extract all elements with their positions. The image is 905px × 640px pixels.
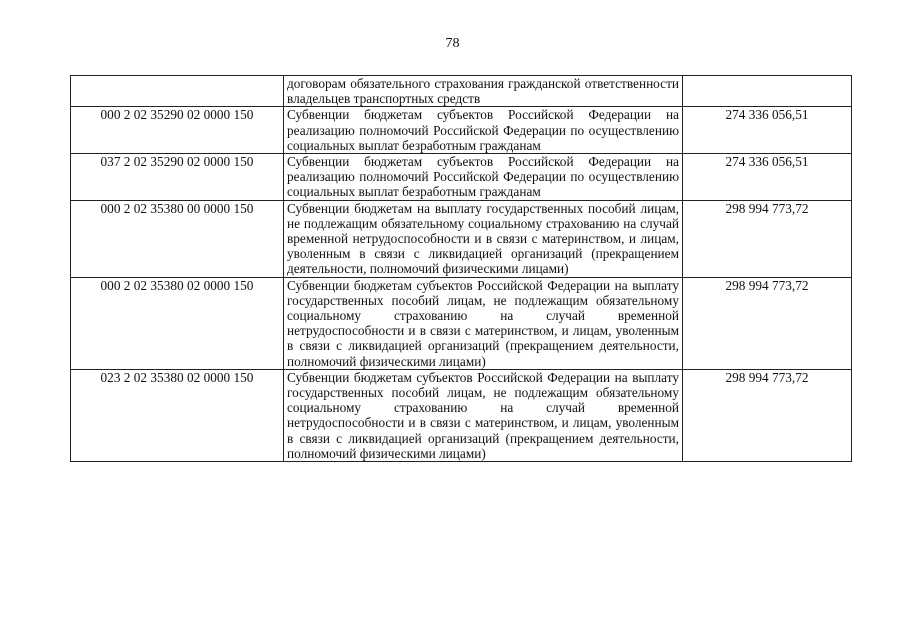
amount-cell: 298 994 773,72 (683, 200, 852, 277)
table-row (71, 200, 852, 277)
description-cell: Субвенции бюджетам субъектов Российской Федерации на выплату государственных пособий лицам, не подлежащим обязательному социальному страхованию на случай временной нетрудоспособности и в связи с материнством, и лицам, уволенным в связи с ликвидацией организаций (прекращением деятельности, полномочий физическими лицами) (284, 277, 683, 369)
description-cell: договорам обязательного страхования гражданской ответственности владельцев транспортных средств (284, 76, 683, 107)
budget-code-cell: 023 2 02 35380 02 0000 150 (71, 369, 284, 461)
table-row (71, 277, 852, 369)
budget-code-cell (71, 76, 284, 107)
amount-cell: 298 994 773,72 (683, 369, 852, 461)
amount-cell: 298 994 773,72 (683, 277, 852, 369)
description-cell: Субвенции бюджетам субъектов Российской Федерации на реализацию полномочий Российской Федерации по осуществлению социальных выплат безработным гражданам (284, 154, 683, 201)
description-cell: Субвенции бюджетам субъектов Российской Федерации на выплату государственных пособий лицам, не подлежащим обязательному социальному страхованию на случай временной нетрудоспособности и в связи с материнством, и лицам, уволенным в связи с ликвидацией организаций (прекращением деятельности, полномочий физическими лицами) (284, 369, 683, 461)
table-row (71, 369, 852, 461)
amount-cell: 274 336 056,51 (683, 154, 852, 201)
amount-cell: 274 336 056,51 (683, 107, 852, 154)
budget-code-cell: 000 2 02 35290 02 0000 150 (71, 107, 284, 154)
table-row (71, 76, 852, 107)
budget-code-cell: 000 2 02 35380 02 0000 150 (71, 277, 284, 369)
description-cell: Субвенции бюджетам на выплату государственных пособий лицам, не подлежащим обязательному социальному страхованию на случай временной нетрудоспособности и в связи с материнством, и лицам, уволенным в связи с ликвидацией организаций (прекращением деятельности, полномочий физическими лицами) (284, 200, 683, 277)
amount-cell (683, 76, 852, 107)
table-row (71, 154, 852, 201)
table-row (71, 107, 852, 154)
budget-code-cell: 000 2 02 35380 00 0000 150 (71, 200, 284, 277)
budget-table (70, 75, 852, 462)
description-cell: Субвенции бюджетам субъектов Российской Федерации на реализацию полномочий Российской Федерации по осуществлению социальных выплат безработным гражданам (284, 107, 683, 154)
page-number: 78 (445, 36, 460, 51)
budget-code-cell: 037 2 02 35290 02 0000 150 (71, 154, 284, 201)
